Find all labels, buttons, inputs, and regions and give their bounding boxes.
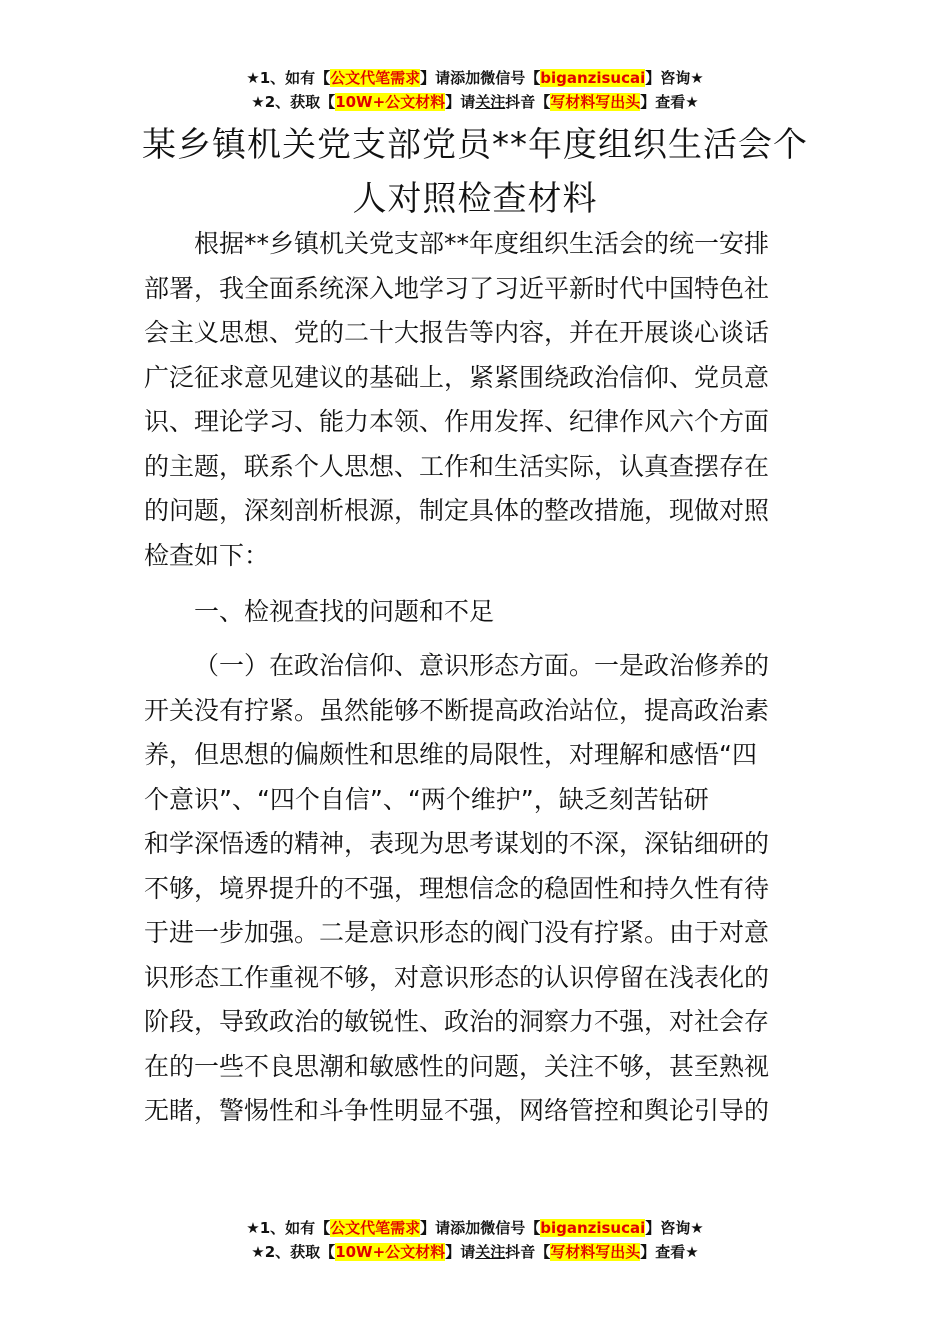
banner-highlight: biganzisucai: [540, 1219, 646, 1237]
paragraph-line: 开关没有拧紧。虽然能够不断提高政治站位，提高政治素: [144, 695, 770, 725]
paragraph-line: 识形态工作重视不够，对意识形态的认识停留在浅表化的: [144, 962, 770, 992]
paragraph-line: 广泛征求意见建议的基础上，紧紧围绕政治信仰、党员意: [144, 362, 770, 392]
paragraph-line: 个意识”、“四个自信”、“两个维护”，缺乏刻苦钻研: [144, 784, 709, 814]
banner-text: 】查看★: [640, 93, 699, 111]
banner-line-1: [0, 1216, 950, 1240]
banner-text: 】请添: [420, 1219, 466, 1237]
title-line-2: 人对照检查材料: [352, 179, 598, 219]
banner-text: 微信号【: [480, 69, 541, 87]
banner-highlight: 公文代笔需求: [330, 69, 421, 87]
paragraph-line: （一）在政治信仰、意识形态方面。一是政治修养的: [194, 651, 770, 680]
banner-text: 加: [465, 1219, 481, 1237]
banner-highlight: 写材料写出头: [550, 1243, 641, 1261]
paragraph-line: 阶段，导致政治的敏锐性、政治的洞察力不强，对社会存: [144, 1007, 770, 1036]
footer-banner: [0, 1216, 950, 1264]
banner-text: ★1、如有【: [246, 1219, 331, 1237]
document-title: [130, 118, 820, 226]
banner-highlight: 10W+公文材料: [335, 93, 446, 111]
paragraph-line: 于进一步加强。二是意识形态的阀门没有拧紧。由于对意: [144, 918, 770, 947]
banner-text: 】请: [445, 1243, 476, 1261]
banner-text: ★1、如有【: [246, 69, 331, 87]
header-banner: [0, 66, 950, 114]
paragraph-line: 会主义思想、党的二十大报告等内容，并在开展谈心谈话: [144, 318, 770, 347]
paragraph-line: 的问题，深刻剖析根源，制定具体的整改措施，现做对照: [144, 496, 770, 525]
banner-line-1: [0, 66, 950, 90]
banner-highlight: biganzisucai: [540, 69, 646, 87]
paragraph-line: 部署，我全面系统深入地学习了习近平新时代中国特色社: [144, 273, 770, 303]
paragraph-line: 根据**乡镇机关党支部**年度组织生活会的统一安排: [194, 229, 770, 258]
paragraph-line: 在的一些不良思潮和敏感性的问题，关注不够，甚至熟视: [144, 1051, 770, 1081]
banner-highlight: 写材料写出头: [550, 93, 641, 111]
paragraph-line: 和学深悟透的精神，表现为思考谋划的不深，深钻细研的: [144, 829, 770, 858]
section-heading: 一、检视查找的问题和不足: [194, 597, 495, 626]
banner-text: 】咨询★: [645, 1219, 704, 1237]
paragraph-line: 无睹，警惕性和斗争性明显不强，网络管控和舆论引导的: [144, 1096, 770, 1125]
intro-paragraph: [144, 222, 806, 578]
title-line-1: 某乡镇机关党支部党员**年度组织生活会个: [142, 125, 808, 165]
banner-underline: 关注: [475, 93, 506, 111]
banner-highlight: 公文代笔需求: [330, 1219, 421, 1237]
banner-text: ★2、获取【: [251, 93, 336, 111]
banner-underline: 关注: [475, 1243, 506, 1261]
banner-text: ★2、获取【: [251, 1243, 336, 1261]
paragraph-line: 检查如下：: [144, 540, 270, 570]
banner-text: 抖音【: [505, 93, 551, 111]
body-paragraph: [144, 644, 806, 1134]
banner-text: 加: [465, 69, 481, 87]
banner-text: 】请: [445, 93, 476, 111]
banner-text: 】请添: [420, 69, 466, 87]
banner-highlight: 10W+公文材料: [335, 1243, 446, 1261]
banner-text: 】查看★: [640, 1243, 699, 1261]
paragraph-line: 不够，境界提升的不强，理想信念的稳固性和持久性有待: [144, 873, 770, 903]
banner-text: 】咨询★: [645, 69, 704, 87]
paragraph-line: 的主题，联系个人思想、工作和生活实际，认真查摆存在: [144, 451, 770, 481]
banner-line-2: [0, 1240, 950, 1264]
banner-text: 抖音【: [505, 1243, 551, 1261]
banner-text: 微信号【: [480, 1219, 541, 1237]
paragraph-line: 识、理论学习、能力本领、作用发挥、纪律作风六个方面: [144, 407, 770, 436]
banner-line-2: [0, 90, 950, 114]
paragraph-line: 养，但思想的偏颇性和思维的局限性，对理解和感悟“四: [144, 740, 757, 769]
